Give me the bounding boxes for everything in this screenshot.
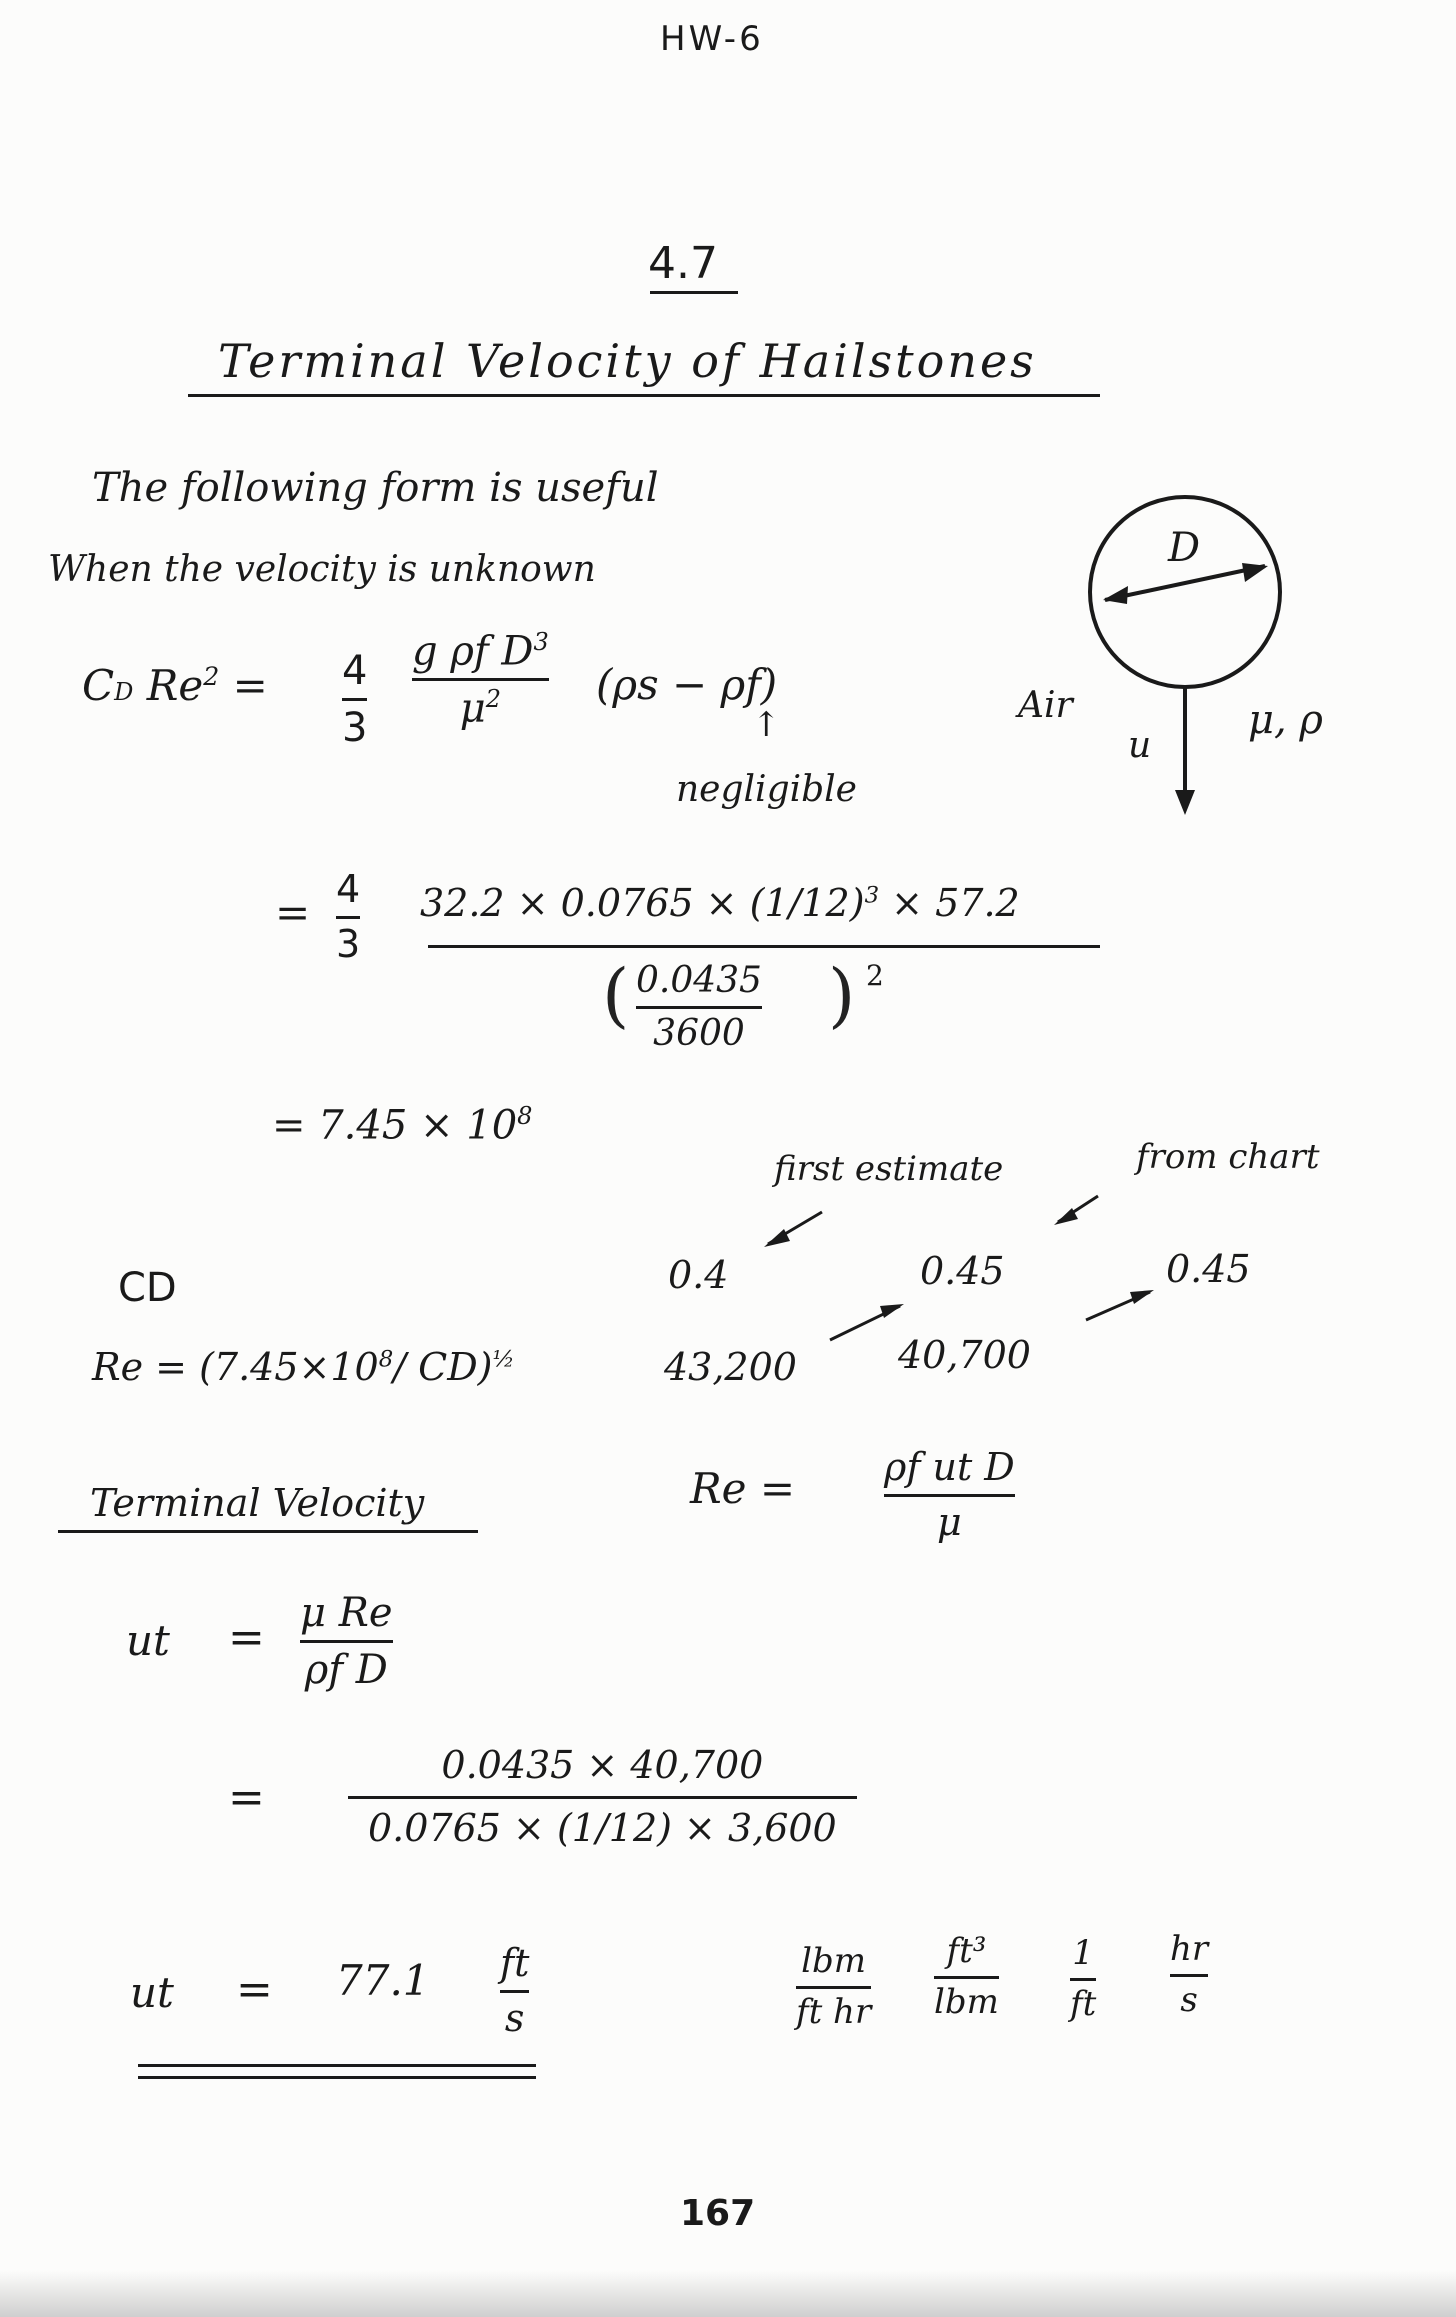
ut-numeric-equals: = [228,1772,265,1823]
intro-line-1: The following form is useful [92,465,659,511]
velocity-u-label: u [1128,725,1152,766]
unit-check-3-den: ft [1070,1983,1097,2024]
from-chart-note: from chart [1136,1137,1320,1177]
result-unit-den: s [504,1995,525,2040]
eq1-coef-den: 3 [342,705,368,751]
cd-value-3: 0.45 [1166,1247,1251,1291]
unit-check-1-num: lbm [801,1941,867,1981]
eq1-cd: C [82,661,115,710]
result-unit-num: ft [500,1941,530,1985]
re-row-label [92,1345,515,1389]
ut-numeric-num: 0.0435 × 40,700 [441,1743,764,1787]
hw-header: HW-6 [660,19,764,59]
re-definition-num: ρf ut D [884,1445,1015,1489]
result-double-underline-2 [138,2076,536,2079]
unit-check-3 [1070,1933,1097,2024]
ut-formula-num: μ Re [300,1590,393,1636]
eq3-text: = 7.45 × 10 [272,1102,518,1149]
unit-check-2-num: ft³ [946,1931,987,1971]
re-label-exp: 8 [378,1346,394,1373]
air-label: Air [1018,685,1073,726]
result-equals: = [236,1964,273,2015]
unit-check-2-den: lbm [934,1981,999,2022]
problem-number: 4.7 [648,238,718,289]
ut-numeric-fraction [368,1743,837,1850]
eq2-denominator-open: ( [602,954,630,1036]
ut-formula-den: ρf D [304,1647,388,1693]
result-double-underline-1 [138,2064,536,2067]
page-title: Terminal Velocity of Hailstones [218,334,1037,388]
eq2-denominator-close: ) [828,954,856,1036]
result-value: 77.1 [336,1956,430,2005]
eq2-coef-den: 3 [336,921,361,966]
page-number: 167 [680,2193,756,2234]
result-lhs: ut [130,1968,174,2017]
unit-check-1-den: ft hr [796,1991,872,2032]
first-estimate-note: first estimate [774,1149,1004,1189]
terminal-velocity-underline [58,1530,478,1533]
ut-formula-lhs: ut [126,1616,170,1665]
eq2-den-num: 0.0435 [636,960,762,1001]
eq1-frac-num-exp: 3 [533,628,549,656]
eq1-re: Re [146,661,204,710]
eq1-frac-den-exp: 2 [485,685,501,714]
re-definition-den: μ [937,1499,962,1544]
eq1-density-difference: (ρs − ρf) [596,660,778,709]
eq2-num-main: 32.2 × 0.0765 × (1/12) [420,881,865,925]
cd-value-1: 0.4 [668,1253,729,1297]
re-label-main: Re = (7.45×10 [92,1345,379,1389]
eq1-frac-num: g ρf D [412,628,534,675]
eq1-frac-den: μ [459,685,486,732]
eq2-num-exp: 3 [864,882,880,909]
unit-check-4-den: s [1180,1979,1198,2020]
intro-line-2: When the velocity is unknown [48,549,596,590]
scan-edge-shadow [0,2271,1456,2317]
unit-check-4-num: hr [1170,1929,1209,1969]
unit-check-3-num: 1 [1072,1933,1094,1973]
negligible-note: negligible [676,769,857,810]
ut-formula-fraction [300,1592,393,1691]
re-definition-fraction [884,1445,1015,1544]
terminal-velocity-heading: Terminal Velocity [90,1481,425,1525]
re-value-1: 43,200 [664,1345,797,1389]
eq2-denominator-exp: 2 [866,959,884,992]
eq1-re-exp: 2 [203,662,220,691]
eq2-num-tail: × 57.2 [891,881,1020,925]
cd-value-2: 0.45 [920,1249,1005,1293]
eq1-cd-sub: D [114,678,134,706]
result-unit [500,1941,530,2040]
ut-numeric-den: 0.0765 × (1/12) × 3,600 [368,1805,837,1850]
unit-check-1 [796,1941,872,2032]
eq2-coef-num: 4 [336,867,361,911]
ut-formula-equals: = [228,1612,265,1663]
re-label-tail: / CD) [393,1345,493,1389]
unit-check-4 [1170,1929,1209,2020]
diameter-label: D [1168,525,1201,571]
mu-rho-label: μ, ρ [1248,697,1323,743]
cd-row-label: CD [118,1265,177,1311]
unit-check-2 [934,1931,999,2022]
re-definition-lhs: Re = [690,1464,796,1513]
eq1-coef-num: 4 [342,648,368,694]
eq3-exp: 8 [517,1102,533,1130]
eq1-equals: = [232,661,268,710]
re-label-pow: ½ [492,1346,515,1373]
re-value-2: 40,700 [898,1333,1031,1377]
negligible-arrow: ↑ [752,705,781,745]
eq2-den-den: 3600 [653,1012,745,1054]
eq2-equals: = [275,888,311,937]
